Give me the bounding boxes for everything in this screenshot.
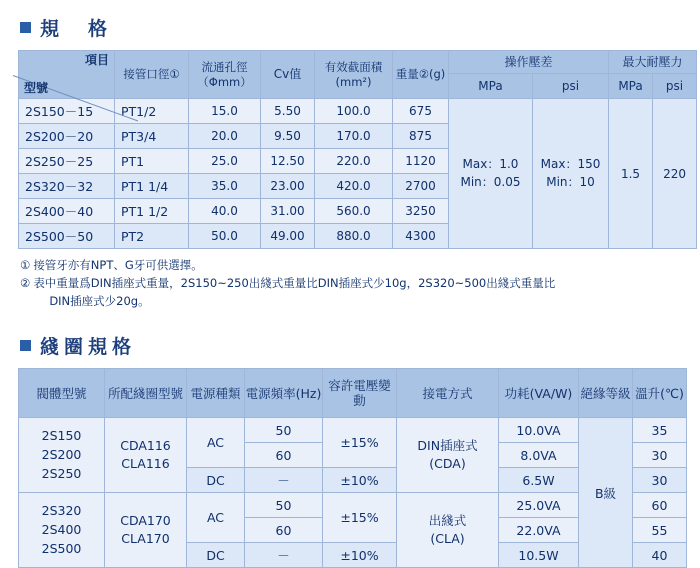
header-port-size: 接管口徑① (115, 51, 189, 99)
cell-model: 2S500－50 (19, 224, 115, 249)
cell-model: 2S150－15 (19, 99, 115, 124)
cell-port: PT1 1/2 (115, 199, 189, 224)
header-body-model: 閥體型號 (19, 369, 105, 418)
table-header-row (19, 51, 697, 74)
note-number: ① (20, 258, 31, 272)
header-temp-rise: 溫升(℃) (633, 369, 687, 418)
cell-power: 25.0VA (499, 493, 579, 518)
cell-cv: 31.00 (261, 199, 315, 224)
cell-cv: 23.00 (261, 174, 315, 199)
op-mpa-max: Max：1.0 (462, 157, 519, 172)
note-item (20, 275, 682, 311)
cell-weight: 2700 (393, 174, 449, 199)
header-coil-model: 所配綫圈型號 (105, 369, 187, 418)
cell-weight: 875 (393, 124, 449, 149)
header-max-psi: psi (653, 74, 697, 99)
header-weight: 重量②(g) (393, 51, 449, 99)
header-insulation-class: 絕緣等級 (579, 369, 633, 418)
table-row (19, 418, 687, 443)
coil-spec-table (18, 368, 687, 568)
header-effective-area: 有效截面積(mm²) (315, 51, 393, 99)
table-header-row (19, 369, 687, 418)
note-text-line2: DIN插座式少20g。 (49, 293, 150, 308)
coil-model: CDA116 (120, 437, 171, 453)
cell-model: 2S200－20 (19, 124, 115, 149)
cell-frequency: － (245, 543, 323, 568)
wiring-line1: 出綫式 (428, 512, 467, 528)
header-voltage-tolerance: 容許電壓變動 (323, 369, 397, 418)
note-text-line1: 表中重量爲DIN插座式重量，2S150~250出綫式重量比DIN插座式少10g，2S320~500出綫式重量比 (33, 275, 556, 290)
header-model-label: 型號 (24, 81, 49, 95)
section-heading-coil (20, 332, 684, 359)
header-max-pressure: 最大耐壓力 (609, 51, 697, 74)
cell-orifice: 20.0 (189, 124, 261, 149)
cell-temp-rise: 30 (633, 443, 687, 468)
cell-model: 2S400－40 (19, 199, 115, 224)
cell-port: PT1 (115, 149, 189, 174)
cell-power: 10.0VA (499, 418, 579, 443)
cell-area: 100.0 (315, 99, 393, 124)
cell-port: PT1 1/4 (115, 174, 189, 199)
body-model: 2S250 (41, 465, 82, 481)
cell-insulation-class: B級 (579, 418, 633, 568)
header-power-consumption: 功耗(VA/W) (499, 369, 579, 418)
body-model: 2S320 (41, 503, 82, 519)
cell-wiring (397, 418, 499, 493)
cell-voltage-tolerance: ±10% (323, 543, 397, 568)
cell-temp-rise: 55 (633, 518, 687, 543)
header-item-label: 項目 (84, 53, 109, 67)
spec-table (18, 50, 697, 249)
wiring-line2: (CDA) (429, 456, 466, 472)
header-frequency: 電源頻率(Hz) (245, 369, 323, 418)
cell-max-mpa: 1.5 (609, 99, 653, 249)
cell-orifice: 35.0 (189, 174, 261, 199)
cell-body-model-group (19, 493, 105, 568)
cell-weight: 1120 (393, 149, 449, 174)
body-model: 2S200 (41, 447, 82, 463)
cell-power-type: AC (187, 493, 245, 543)
cell-weight: 3250 (393, 199, 449, 224)
cell-area: 880.0 (315, 224, 393, 249)
cell-area: 220.0 (315, 149, 393, 174)
note-text: 接管牙亦有NPT、G牙可供選擇。 (33, 258, 203, 272)
cell-orifice: 50.0 (189, 224, 261, 249)
header-op-mpa: MPa (449, 74, 533, 99)
square-bullet-icon (20, 340, 31, 351)
cell-op-psi (533, 99, 609, 249)
table-row (19, 99, 697, 124)
section-heading-coil-label: 綫圈規格 (40, 336, 137, 359)
cell-cv: 12.50 (261, 149, 315, 174)
cell-weight: 4300 (393, 224, 449, 249)
cell-power: 10.5W (499, 543, 579, 568)
cell-model: 2S320－32 (19, 174, 115, 199)
header-op-psi: psi (533, 74, 609, 99)
cell-frequency: 60 (245, 443, 323, 468)
cell-area: 420.0 (315, 174, 393, 199)
cell-power: 22.0VA (499, 518, 579, 543)
cell-cv: 49.00 (261, 224, 315, 249)
cell-port: PT2 (115, 224, 189, 249)
cell-port: PT1/2 (115, 99, 189, 124)
model-item-diagonal-header (19, 51, 115, 99)
cell-voltage-tolerance: ±15% (323, 493, 397, 543)
wiring-line2: (CLA) (430, 531, 465, 547)
header-orifice: 流通孔徑（Φmm） (189, 51, 261, 99)
cell-frequency: － (245, 468, 323, 493)
section-heading-spec (20, 14, 684, 41)
cell-wiring (397, 493, 499, 568)
cell-cv: 9.50 (261, 124, 315, 149)
cell-temp-rise: 30 (633, 468, 687, 493)
coil-model: CLA170 (121, 531, 170, 547)
cell-area: 170.0 (315, 124, 393, 149)
cell-temp-rise: 60 (633, 493, 687, 518)
cell-orifice: 40.0 (189, 199, 261, 224)
cell-frequency: 50 (245, 418, 323, 443)
cell-max-psi: 220 (653, 99, 697, 249)
op-mpa-min: Min：0.05 (460, 174, 521, 189)
cell-coil-model-group (105, 493, 187, 568)
cell-orifice: 15.0 (189, 99, 261, 124)
wiring-line1: DIN插座式 (417, 437, 478, 453)
cell-model: 2S250－25 (19, 149, 115, 174)
header-power-type: 電源種類 (187, 369, 245, 418)
op-psi-min: Min：10 (546, 174, 595, 189)
cell-voltage-tolerance: ±10% (323, 468, 397, 493)
section-heading-spec-label: 規 格 (40, 18, 113, 40)
cell-area: 560.0 (315, 199, 393, 224)
cell-coil-model-group (105, 418, 187, 493)
body-model: 2S150 (41, 428, 82, 444)
body-model: 2S400 (41, 522, 82, 538)
cell-cv: 5.50 (261, 99, 315, 124)
cell-frequency: 60 (245, 518, 323, 543)
header-max-mpa: MPa (609, 74, 653, 99)
cell-power-type: DC (187, 543, 245, 568)
cell-orifice: 25.0 (189, 149, 261, 174)
note-item (20, 257, 682, 275)
cell-power-type: DC (187, 468, 245, 493)
body-model: 2S500 (41, 540, 82, 556)
cell-port: PT3/4 (115, 124, 189, 149)
header-cv: Cv值 (261, 51, 315, 99)
coil-model: CLA116 (121, 456, 170, 472)
header-wiring: 接電方式 (397, 369, 499, 418)
op-psi-max: Max：150 (540, 157, 601, 172)
cell-voltage-tolerance: ±15% (323, 418, 397, 468)
cell-body-model-group (19, 418, 105, 493)
cell-power-type: AC (187, 418, 245, 468)
header-operating-differential: 操作壓差 (449, 51, 609, 74)
cell-power: 8.0VA (499, 443, 579, 468)
cell-op-mpa (449, 99, 533, 249)
cell-power: 6.5W (499, 468, 579, 493)
coil-model: CDA170 (120, 512, 171, 528)
square-bullet-icon (20, 22, 31, 33)
cell-weight: 675 (393, 99, 449, 124)
cell-temp-rise: 35 (633, 418, 687, 443)
spec-notes (20, 257, 682, 310)
note-number: ② (20, 275, 31, 290)
cell-frequency: 50 (245, 493, 323, 518)
note-text (33, 275, 555, 311)
cell-temp-rise: 40 (633, 543, 687, 568)
